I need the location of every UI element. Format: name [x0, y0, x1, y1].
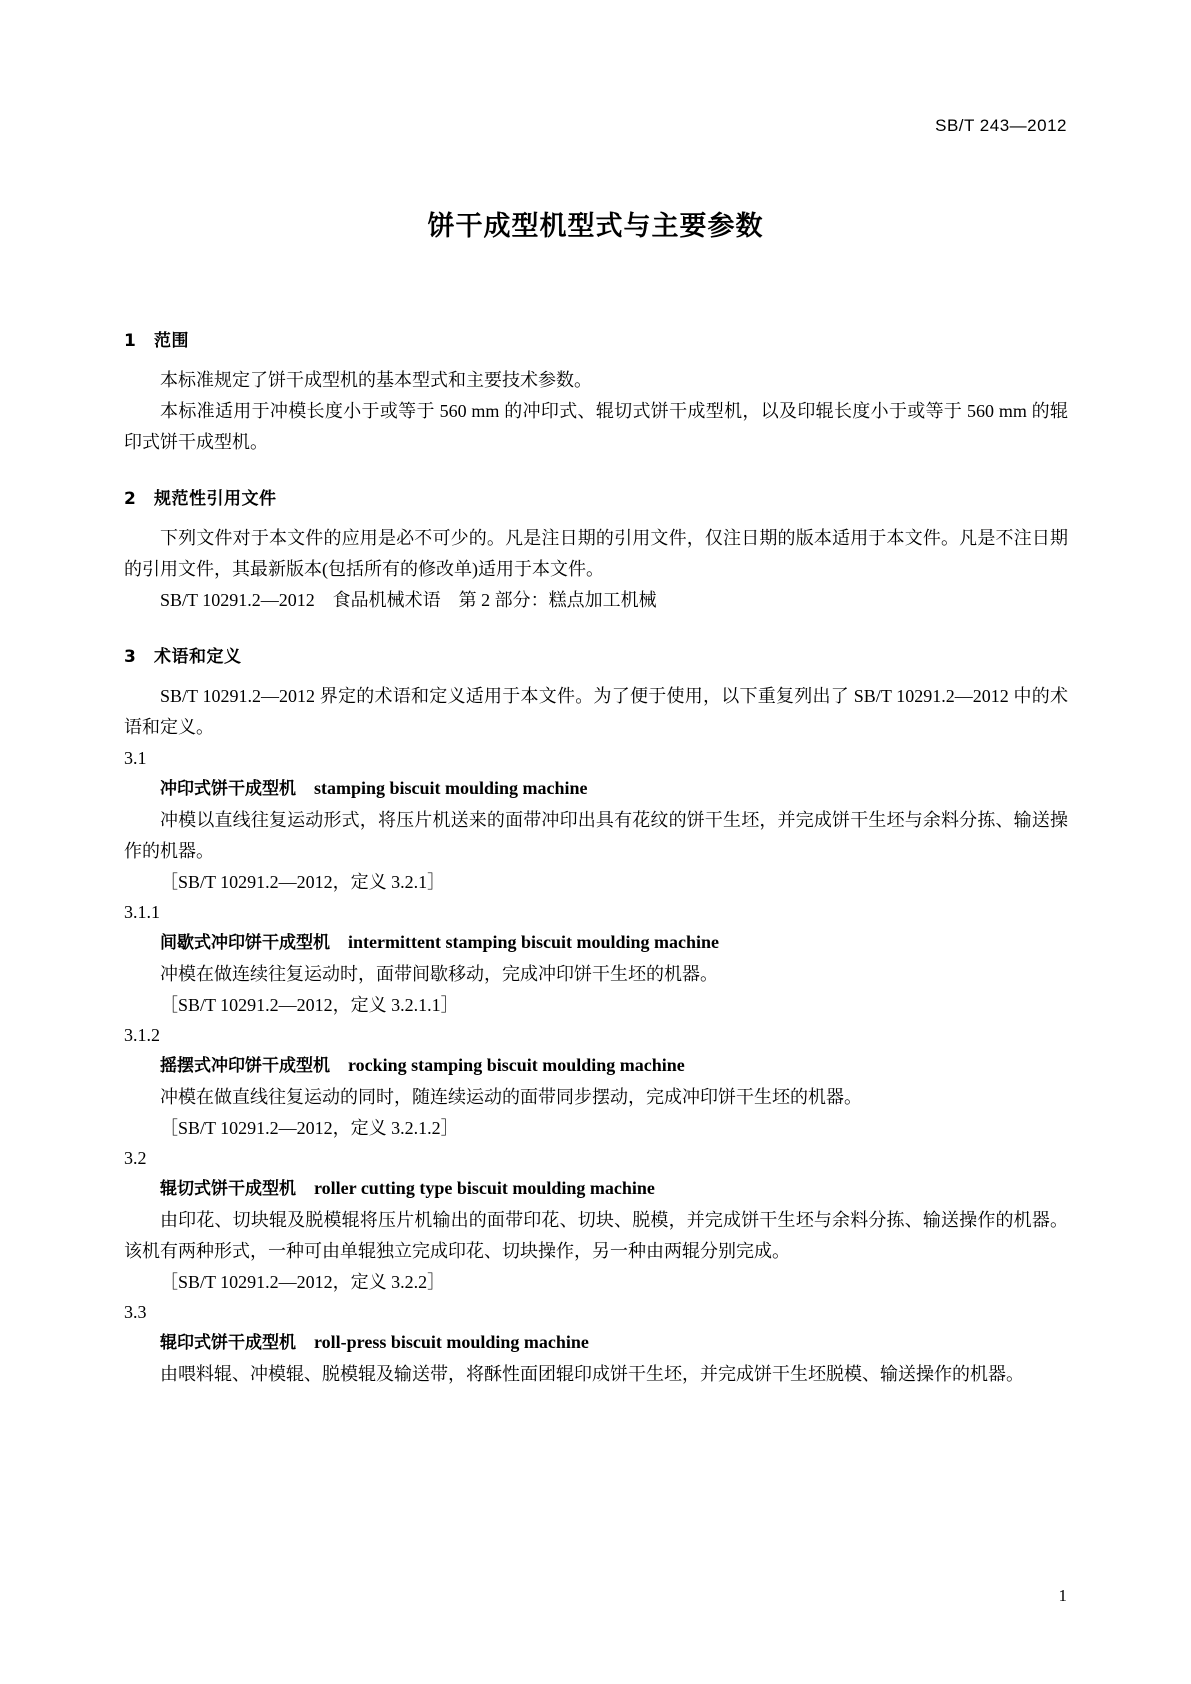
term-definition: 冲模以直线往复运动形式，将压片机送来的面带冲印出具有花纹的饼干生坯，并完成饼干生坯与余料分拣、输送操作的机器。: [124, 810, 1068, 861]
term-names: [124, 927, 1068, 959]
term-number: 3.2: [124, 1148, 147, 1168]
standard-number-header: SB/T 243—2012: [935, 116, 1067, 135]
term-source: ［SB/T 10291.2—2012，定义 3.2.1］: [160, 872, 446, 892]
term-definition: 由印花、切块辊及脱模辊将压片机输出的面带印花、切块、脱模，并完成饼干生坯与余料分拣、输送操作的机器。该机有两种形式，一种可由单辊独立完成印花、切块操作，另一种由两辊分别完成。: [124, 1210, 1068, 1261]
term-entry: [124, 897, 1068, 1020]
section-title-3: 术语和定义: [154, 647, 242, 667]
term-definition: 由喂料辊、冲模辊、脱模辊及输送带，将酥性面团辊印成饼干生坯，并完成饼干生坯脱模、输送操作的机器。: [160, 1364, 1024, 1384]
term-entry: [124, 1020, 1068, 1143]
term-name-en: rocking stamping biscuit moulding machine: [348, 1055, 685, 1075]
section-1-paragraph-1: 本标准规定了饼干成型机的基本型式和主要技术参数。: [160, 370, 592, 390]
term-number: 3.3: [124, 1302, 147, 1322]
term-source: ［SB/T 10291.2—2012，定义 3.2.1.2］: [160, 1118, 459, 1138]
section-number-2: 2: [124, 489, 137, 509]
term-name-en: roller cutting type biscuit moulding machine: [314, 1178, 655, 1198]
section-2-paragraph-1: 下列文件对于本文件的应用是必不可少的。凡是注日期的引用文件，仅注日期的版本适用于本文件。凡是不注日期的引用文件，其最新版本(包括所有的修改单)适用于本文件。: [124, 528, 1068, 579]
section-title-1: 范围: [154, 331, 189, 351]
term-name-en: stamping biscuit moulding machine: [314, 778, 588, 798]
term-name-cn: 间歇式冲印饼干成型机: [160, 933, 330, 953]
section-number-3: 3: [124, 647, 137, 667]
section-1-paragraph-2: 本标准适用于冲模长度小于或等于 560 mm 的冲印式、辊切式饼干成型机，以及印辊长度小于或等于 560 mm 的辊印式饼干成型机。: [124, 401, 1068, 452]
term-names: [124, 1173, 1068, 1205]
term-source: ［SB/T 10291.2—2012，定义 3.2.1.1］: [160, 995, 459, 1015]
section-heading-2: [124, 484, 1068, 509]
section-title-2: 规范性引用文件: [154, 489, 277, 509]
term-entry: [124, 1297, 1068, 1390]
document-body: [124, 300, 1068, 1390]
term-number: 3.1.2: [124, 1025, 160, 1045]
term-name-cn: 摇摆式冲印饼干成型机: [160, 1056, 330, 1076]
term-entry: [124, 743, 1068, 897]
term-names: [124, 773, 1068, 805]
term-name-cn: 冲印式饼干成型机: [160, 779, 296, 799]
section-heading-3: [124, 642, 1068, 667]
page-title: 饼干成型机型式与主要参数: [427, 211, 764, 242]
term-definition: 冲模在做连续往复运动时，面带间歇移动，完成冲印饼干生坯的机器。: [160, 964, 718, 984]
term-name-cn: 辊切式饼干成型机: [160, 1179, 296, 1199]
section-number-1: 1: [124, 331, 137, 351]
section-3-paragraph-1: SB/T 10291.2—2012 界定的术语和定义适用于本文件。为了便于使用，以下重复列出了 SB/T 10291.2—2012 中的术语和定义。: [124, 686, 1068, 737]
term-names: [124, 1327, 1068, 1359]
section-2-reference-doc: SB/T 10291.2—2012 食品机械术语 第 2 部分：糕点加工机械: [160, 590, 657, 610]
term-name-en: intermittent stamping biscuit moulding machine: [348, 932, 720, 952]
term-name-cn: 辊印式饼干成型机: [160, 1333, 296, 1353]
term-entry: [124, 1143, 1068, 1297]
term-source: ［SB/T 10291.2—2012，定义 3.2.2］: [160, 1272, 446, 1292]
term-definition: 冲模在做直线往复运动的同时，随连续运动的面带同步摆动，完成冲印饼干生坯的机器。: [160, 1087, 862, 1107]
term-names: [124, 1050, 1068, 1082]
section-heading-1: [124, 326, 1068, 351]
term-name-en: roll-press biscuit moulding machine: [314, 1332, 589, 1352]
term-number: 3.1.1: [124, 902, 160, 922]
term-number: 3.1: [124, 748, 147, 768]
page-number: 1: [1058, 1586, 1067, 1605]
